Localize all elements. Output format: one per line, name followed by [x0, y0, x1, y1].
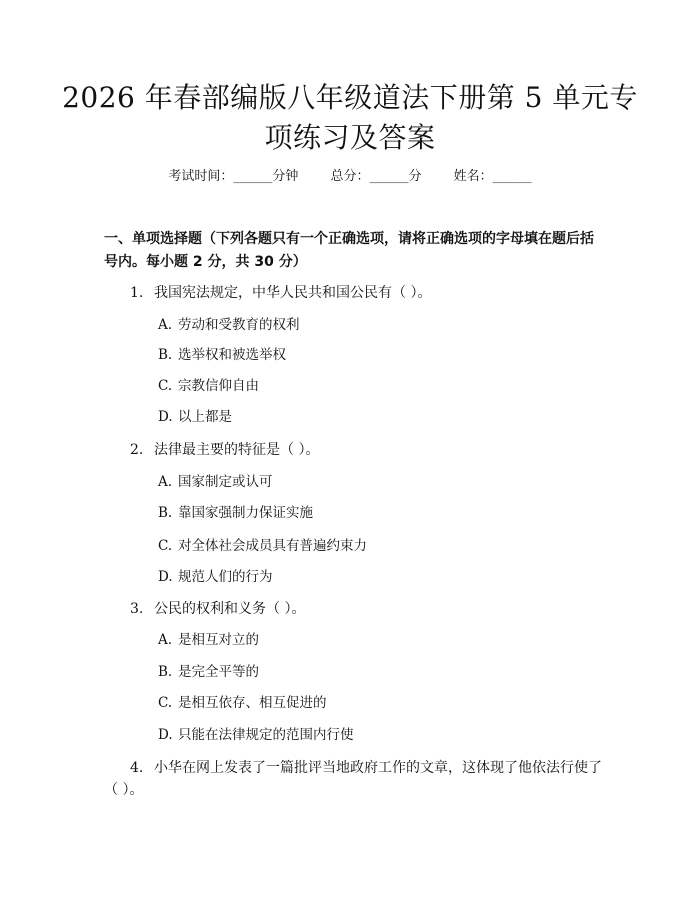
option-text: 靠国家强制力保证实施 [178, 505, 313, 521]
option-label: D. [158, 569, 173, 585]
question-2-option-c [158, 535, 367, 557]
option-text: 只能在法律规定的范围内行使 [178, 727, 354, 743]
name-label: 姓名：______ [453, 169, 532, 184]
option-text: 宗教信仰自由 [178, 378, 259, 394]
exam-meta [0, 166, 700, 188]
option-label: D. [158, 727, 173, 743]
question-3-option-c [158, 692, 327, 714]
option-text: 规范人们的行为 [178, 569, 273, 585]
option-label: B. [158, 505, 173, 521]
option-text: 是相互对立的 [178, 632, 259, 648]
question-3 [130, 598, 305, 620]
option-label: B. [158, 347, 173, 363]
total-score-label: 总分：______分 [330, 169, 422, 184]
question-text: 我国宪法规定，中华人民共和国公民有（ ）。 [154, 285, 432, 301]
option-label: D. [158, 409, 173, 425]
question-4 [130, 757, 600, 779]
question-2-option-b [158, 502, 313, 524]
option-label: C. [158, 378, 173, 394]
question-3-option-d [158, 724, 354, 746]
option-label: C. [158, 695, 173, 711]
question-1-option-d [158, 406, 232, 428]
question-1 [130, 282, 431, 304]
question-3-option-a [158, 629, 259, 651]
option-text: 以上都是 [178, 409, 232, 425]
question-1-option-a [158, 314, 300, 336]
option-text: 对全体社会成员具有普遍约束力 [178, 538, 367, 554]
option-label: A. [158, 474, 173, 490]
exam-time-label: 考试时间：______分钟 [168, 169, 299, 184]
question-number: 1. [130, 285, 144, 301]
question-text: 小华在网上发表了一篇批评当地政府工作的文章，这体现了他依法行使了 [154, 760, 602, 776]
question-2-option-d [158, 566, 273, 588]
option-text: 劳动和受教育的权利 [178, 317, 300, 333]
section-heading: 一、单项选择题（下列各题只有一个正确选项，请将正确选项的字母填在题后括号内。每小题 2 分，共 30 分） [104, 231, 594, 270]
question-4-continuation: （ ）。 [104, 782, 144, 798]
option-label: A. [158, 317, 173, 333]
question-number: 4. [130, 760, 144, 776]
option-text: 选举权和被选举权 [178, 347, 286, 363]
option-text: 是相互依存、相互促进的 [178, 695, 327, 711]
question-2-option-a [158, 471, 273, 493]
option-label: C. [158, 538, 173, 554]
option-text: 是完全平等的 [178, 664, 259, 680]
question-1-option-c [158, 375, 259, 397]
document-title: 2026 年春部编版八年级道法下册第 5 单元专项练习及答案 [62, 81, 638, 154]
question-text: 法律最主要的特征是（ ）。 [154, 442, 320, 458]
question-number: 3. [130, 601, 144, 617]
option-label: B. [158, 664, 173, 680]
question-3-option-b [158, 661, 259, 683]
option-label: A. [158, 632, 173, 648]
question-1-option-b [158, 344, 286, 366]
option-text: 国家制定或认可 [178, 474, 273, 490]
question-text: 公民的权利和义务（ ）。 [154, 601, 306, 617]
question-number: 2. [130, 442, 144, 458]
question-2 [130, 439, 319, 461]
